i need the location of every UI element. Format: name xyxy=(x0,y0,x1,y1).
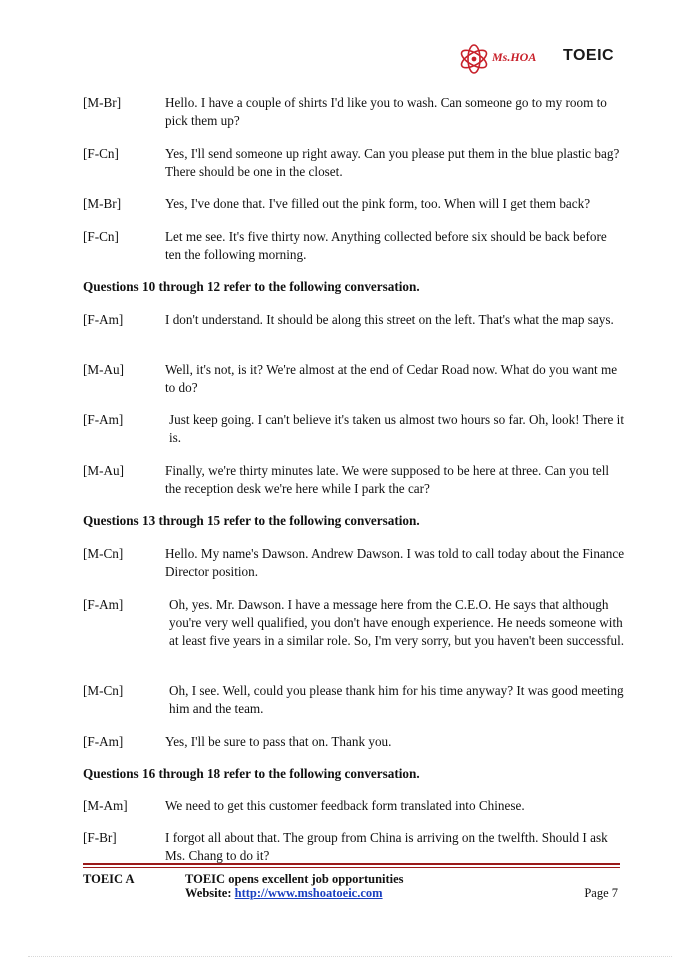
speaker-label: [M-Br] xyxy=(83,95,122,110)
logo-brand-text: TOEIC xyxy=(563,47,615,64)
speaker-label: [F-Cn] xyxy=(83,229,119,244)
speaker-label: [F-Am] xyxy=(83,734,124,749)
website-label: Website: xyxy=(185,886,235,900)
logo-ms-text: Ms.HOA xyxy=(492,50,537,64)
dialogue-text: Just keep going. I can't believe it's taken us almost two hours so far. Oh, look! There it is. xyxy=(169,412,624,445)
dialogue-text: Finally, we're thirty minutes late. We were supposed to be here at three. Can you tell the reception desk we're here while I park the car? xyxy=(165,463,610,496)
section-heading: Questions 16 through 18 refer to the following conversation. xyxy=(83,766,420,781)
dialogue-text: Oh, I see. Well, could you please thank him for his time anyway? It was good meeting him and the team. xyxy=(169,683,624,716)
dialogue-line xyxy=(83,311,623,329)
dialogue-text: Let me see. It's five thirty now. Anything collected before six should be back before ten the following morning. xyxy=(165,229,607,262)
dialogue-text: Oh, yes. Mr. Dawson. I have a message here from the C.E.O. He says that although you're very well qualified, you don't have enough experience. He needs someone with at least five years in a similar role. So, I'm very sorry, but you haven't been successful. xyxy=(169,597,625,648)
footer-doc-label: TOEIC A xyxy=(83,872,135,886)
dialogue-text: I forgot all about that. The group from China is arriving on the twelfth. Should I ask Ms. Chang to do it? xyxy=(165,830,608,863)
speaker-label: [M-Au] xyxy=(83,362,125,377)
speaker-label: [M-Br] xyxy=(83,196,122,211)
dialogue-text: Yes, I've done that. I've filled out the pink form, too. When will I get them back? xyxy=(165,196,591,211)
page-number: Page 7 xyxy=(584,886,618,900)
website-link[interactable]: http://www.mshoatoeic.com xyxy=(234,886,383,900)
dialogue-text: Well, it's not, is it? We're almost at the end of Cedar Road now. What do you want me to do? xyxy=(165,362,618,395)
speaker-label: [M-Cn] xyxy=(83,546,124,561)
dialogue-text: Yes, I'll send someone up right away. Can you please put them in the blue plastic bag? There should be one in the closet. xyxy=(165,146,620,179)
dialogue-text: Yes, I'll be sure to pass that on. Thank you. xyxy=(165,734,392,749)
footer-tagline: TOEIC opens excellent job opportunities xyxy=(185,872,404,886)
speaker-label: [F-Am] xyxy=(83,312,124,327)
footer-divider xyxy=(83,863,620,865)
brand-logo xyxy=(458,42,622,76)
footer-divider-thin xyxy=(83,867,620,868)
speaker-label: [M-Au] xyxy=(83,463,125,478)
footer-website xyxy=(185,886,383,901)
dialogue-text: We need to get this customer feedback form translated into Chinese. xyxy=(165,798,525,813)
speaker-label: [M-Cn] xyxy=(83,683,124,698)
dialogue-text: Hello. I have a couple of shirts I'd like you to wash. Can someone go to my room to pick them up? xyxy=(165,95,607,128)
section-heading: Questions 13 through 15 refer to the following conversation. xyxy=(83,513,420,528)
speaker-label: [F-Br] xyxy=(83,830,117,845)
dialogue-text: I don't understand. It should be along this street on the left. That's what the map says. xyxy=(165,312,614,327)
section-heading: Questions 10 through 12 refer to the following conversation. xyxy=(83,279,420,294)
atom-logo-icon xyxy=(458,42,494,76)
speaker-label: [F-Am] xyxy=(83,597,124,612)
speaker-label: [M-Am] xyxy=(83,798,128,813)
speaker-label: [F-Am] xyxy=(83,412,124,427)
page-bottom-edge xyxy=(28,956,672,957)
speaker-label: [F-Cn] xyxy=(83,146,119,161)
dialogue-text: Hello. My name's Dawson. Andrew Dawson. I was told to call today about the Finance Director position. xyxy=(165,546,625,579)
